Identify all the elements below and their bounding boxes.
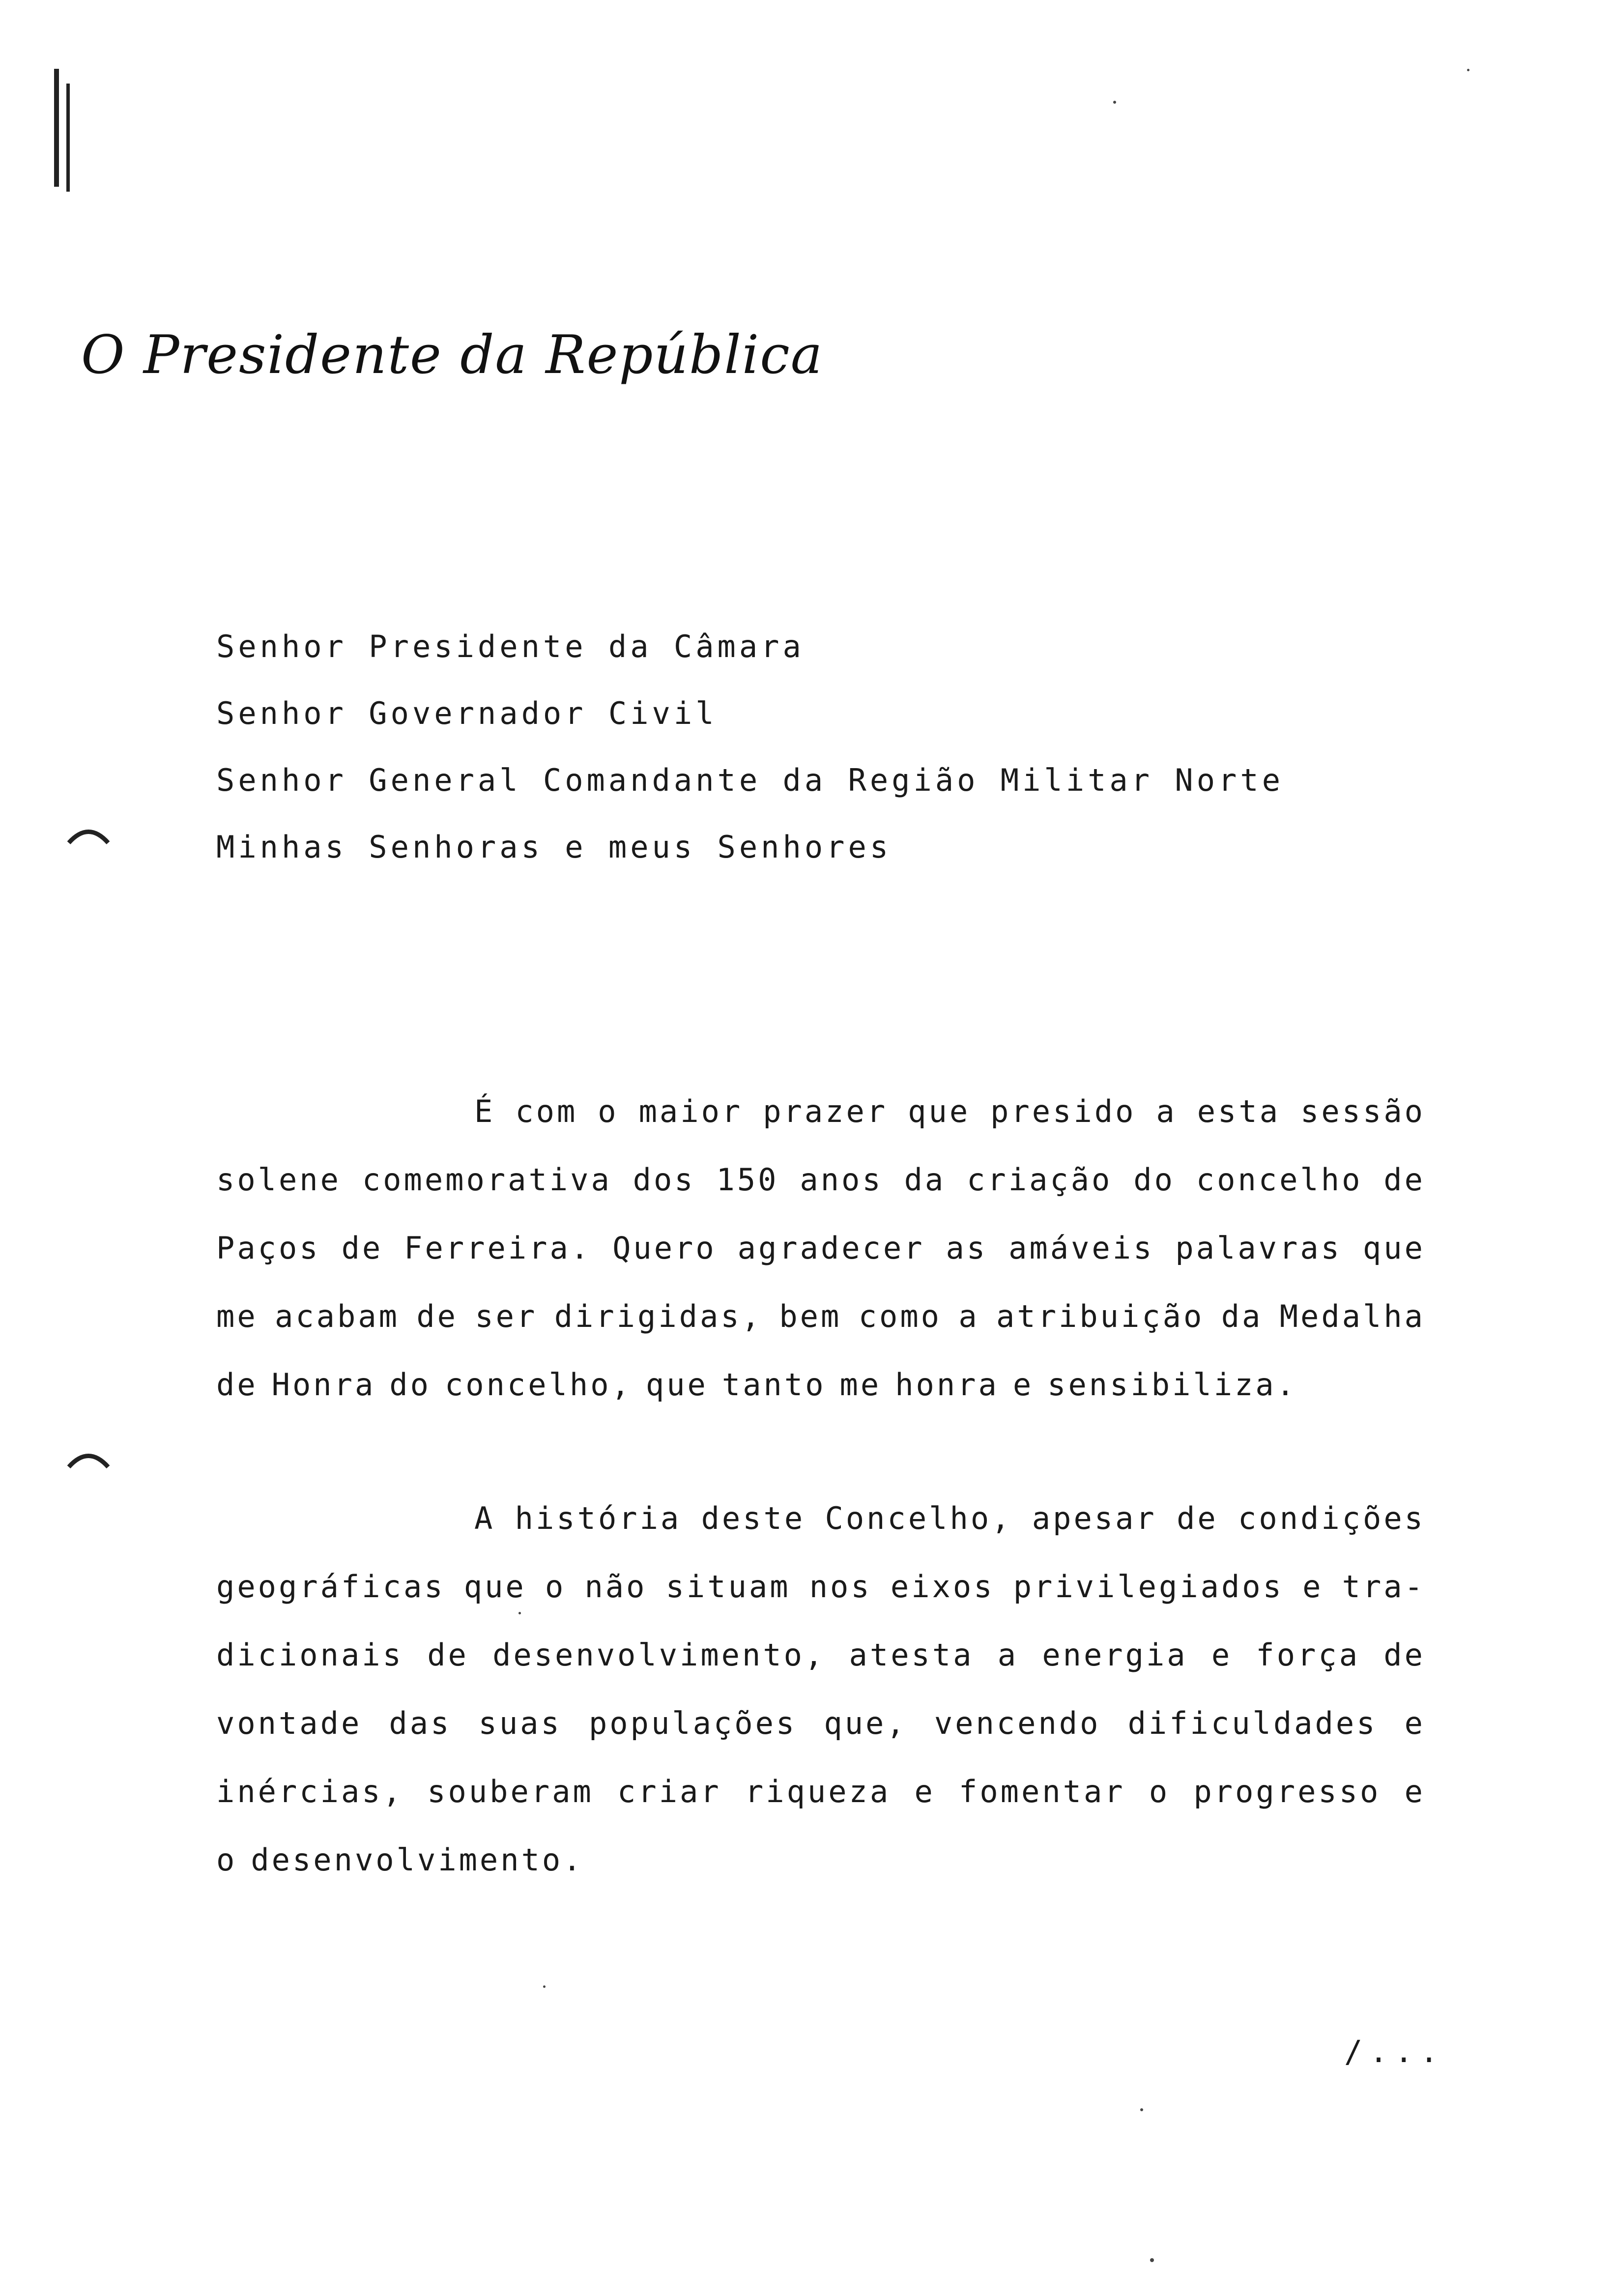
word: o xyxy=(598,1093,619,1129)
word: Ferreira. xyxy=(404,1230,592,1266)
word: anos xyxy=(800,1162,883,1198)
word: energia xyxy=(1042,1637,1188,1673)
word: É xyxy=(474,1093,495,1129)
word: de xyxy=(341,1230,383,1266)
word: vontade xyxy=(216,1705,362,1741)
word: me xyxy=(216,1298,258,1334)
paragraph-line xyxy=(216,1689,1425,1757)
word: riqueza xyxy=(745,1774,891,1809)
word: Quero xyxy=(612,1230,717,1266)
word: amáveis xyxy=(1008,1230,1154,1266)
paragraph-line xyxy=(216,1484,1425,1552)
word: criação xyxy=(967,1162,1113,1198)
word: atesta xyxy=(849,1637,974,1673)
word: história xyxy=(515,1500,682,1536)
word: nos xyxy=(809,1569,872,1605)
word: geográficas xyxy=(216,1569,445,1605)
salutation-block xyxy=(216,613,1284,881)
word: de xyxy=(416,1298,458,1334)
word: souberam xyxy=(427,1774,594,1809)
word: da xyxy=(904,1162,946,1198)
paragraph-line xyxy=(216,1077,1425,1146)
word: dificuldades xyxy=(1127,1705,1378,1741)
word: desenvolvimento. xyxy=(251,1842,584,1878)
letterhead-title: O Presidente da República xyxy=(81,324,824,386)
paragraph-line xyxy=(216,1757,1425,1826)
paragraph-line xyxy=(216,1826,1425,1894)
word: dos xyxy=(633,1162,695,1198)
salutation-line: Senhor Presidente da Câmara xyxy=(216,629,805,664)
word: e xyxy=(914,1774,935,1809)
word: deste xyxy=(701,1500,806,1536)
word: Paços xyxy=(216,1230,320,1266)
word: situam xyxy=(665,1569,791,1605)
word: suas xyxy=(478,1705,562,1741)
word: presido xyxy=(990,1093,1136,1129)
word: eixos xyxy=(890,1569,995,1605)
paragraph-line xyxy=(216,1350,1425,1419)
word: de xyxy=(427,1637,469,1673)
binder-mark-right xyxy=(66,84,70,192)
word: concelho xyxy=(1196,1162,1363,1198)
salutation-line: Senhor Governador Civil xyxy=(216,695,718,731)
word: honra xyxy=(895,1367,999,1403)
word: como xyxy=(858,1298,942,1334)
word: do xyxy=(389,1367,431,1403)
word: apesar xyxy=(1032,1500,1157,1536)
word: o xyxy=(1149,1774,1170,1809)
word: vencendo xyxy=(934,1705,1101,1741)
paragraph-line xyxy=(216,1214,1425,1282)
scan-speck xyxy=(1113,101,1116,104)
scan-speck xyxy=(1150,2258,1154,2262)
word: concelho, xyxy=(444,1367,632,1403)
word: tanto xyxy=(721,1367,826,1403)
word: de xyxy=(1383,1162,1425,1198)
word: criar xyxy=(617,1774,721,1809)
word: o xyxy=(545,1569,566,1605)
word: Concelho, xyxy=(825,1500,1012,1536)
word: força xyxy=(1256,1637,1360,1673)
paragraph-line xyxy=(216,1552,1425,1621)
word: solene xyxy=(216,1162,341,1198)
word: e xyxy=(1404,1774,1425,1809)
word: esta xyxy=(1197,1093,1281,1129)
word: palavras xyxy=(1175,1230,1342,1266)
word: privilegiados xyxy=(1013,1569,1284,1605)
word: bem xyxy=(779,1298,842,1334)
word: Medalha xyxy=(1279,1298,1425,1334)
word: que xyxy=(645,1367,708,1403)
scan-speck xyxy=(1140,2108,1143,2111)
word: inércias, xyxy=(216,1774,403,1809)
word: de xyxy=(1383,1637,1425,1673)
word: condições xyxy=(1238,1500,1425,1536)
word: desenvolvimento, xyxy=(492,1637,826,1673)
word: maior xyxy=(638,1093,743,1129)
word: Honra xyxy=(271,1367,376,1403)
word: a xyxy=(1156,1093,1177,1129)
word: agradecer xyxy=(737,1230,925,1266)
word: ser xyxy=(475,1298,538,1334)
word: dirigidas, xyxy=(554,1298,762,1334)
word: que xyxy=(1362,1230,1425,1266)
word: dicionais xyxy=(216,1637,403,1673)
word: não xyxy=(584,1569,647,1605)
word: acabam xyxy=(275,1298,400,1334)
word: progresso xyxy=(1193,1774,1381,1809)
word: e xyxy=(1302,1569,1324,1605)
salutation-line: Minhas Senhoras e meus Senhores xyxy=(216,829,892,865)
word: populações xyxy=(588,1705,797,1741)
page-continuation-mark: /... xyxy=(1344,2034,1445,2069)
word: sensibiliza. xyxy=(1047,1367,1297,1403)
scan-speck xyxy=(543,1985,546,1988)
word: a xyxy=(997,1637,1019,1673)
punch-hole-mark-lower xyxy=(69,1456,108,1467)
salutation-line: Senhor General Comandante da Região Militar Norte xyxy=(216,762,1284,798)
word: sessão xyxy=(1300,1093,1425,1129)
word: que xyxy=(908,1093,971,1129)
punch-hole-mark-upper xyxy=(69,832,108,843)
word: A xyxy=(474,1500,495,1536)
paragraph-line xyxy=(216,1621,1425,1689)
word: fomentar xyxy=(959,1774,1125,1809)
word: as xyxy=(946,1230,988,1266)
word: me xyxy=(839,1367,882,1403)
paragraph-line xyxy=(216,1146,1425,1214)
word: do xyxy=(1133,1162,1175,1198)
word: 150 xyxy=(716,1162,779,1198)
word: com xyxy=(515,1093,578,1129)
word: das xyxy=(389,1705,452,1741)
paragraph-1 xyxy=(216,1077,1425,1419)
word: que xyxy=(463,1569,526,1605)
word: e xyxy=(1211,1637,1233,1673)
word: que, xyxy=(824,1705,907,1741)
word: prazer xyxy=(763,1093,888,1129)
word: e xyxy=(1404,1705,1425,1741)
word: atribuição xyxy=(996,1298,1205,1334)
binder-mark-left xyxy=(54,69,59,187)
word: tra- xyxy=(1342,1569,1425,1605)
word: a xyxy=(958,1298,979,1334)
word: de xyxy=(1177,1500,1218,1536)
paragraph-2 xyxy=(216,1484,1425,1894)
scan-speck xyxy=(1467,69,1469,71)
word: comemorativa xyxy=(362,1162,612,1198)
word: o xyxy=(216,1842,237,1878)
paragraph-line xyxy=(216,1282,1425,1350)
word: e xyxy=(1012,1367,1034,1403)
word: da xyxy=(1221,1298,1263,1334)
word: de xyxy=(216,1367,258,1403)
